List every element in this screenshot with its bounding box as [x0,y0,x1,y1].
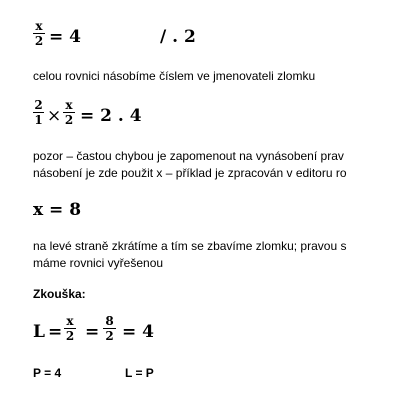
fraction-numerator: 2 [34,98,43,112]
fraction-x-over-2 [63,99,75,126]
fraction-denominator: 2 [34,34,44,48]
fraction-8-over-2 [103,315,116,342]
equation-4-rhs: = 4 [122,322,154,342]
fraction-denominator: 2 [64,113,74,127]
result-l: L = P [125,366,154,380]
fraction-numerator: x [66,314,74,328]
explanation-line-1: celou rovnici násobíme číslem ve jmenovateli zlomku [33,69,316,83]
equation-3: x = 8 [33,200,82,220]
fraction-denominator: 2 [105,329,114,343]
fraction-2-over-1 [33,99,44,126]
explanation-line-2b: násobení je zde použit x – příklad je zpracován v editoru ro [33,166,347,180]
equation-2-rhs: = 2 . 4 [80,106,142,126]
fraction-x-over-2 [33,20,45,47]
fraction-numerator: 8 [105,314,114,328]
equation-1-operation: / . 2 [160,27,196,47]
explanation-line-3b: máme rovnici vyřešenou [33,256,164,270]
fraction-numerator: x [35,19,43,33]
fraction-denominator: 2 [65,329,75,343]
fraction-numerator: x [65,98,73,112]
explanation-line-2a: pozor – častou chybou je zapomenout na vynásobení prav [33,149,344,163]
fraction-x-over-2 [64,315,76,342]
explanation-line-3a: na levé straně zkrátíme a tím se zbavíme zlomku; pravou s [33,239,347,253]
equals-sign: = [85,322,100,342]
times-sign: × [47,106,62,126]
equation-4-lhs: L [33,322,45,342]
result-p: P = 4 [33,366,62,380]
equation-1-rhs: = 4 [49,27,81,47]
check-label: Zkouška: [33,287,86,301]
fraction-denominator: 1 [34,113,43,127]
equals-sign: = [48,322,63,342]
